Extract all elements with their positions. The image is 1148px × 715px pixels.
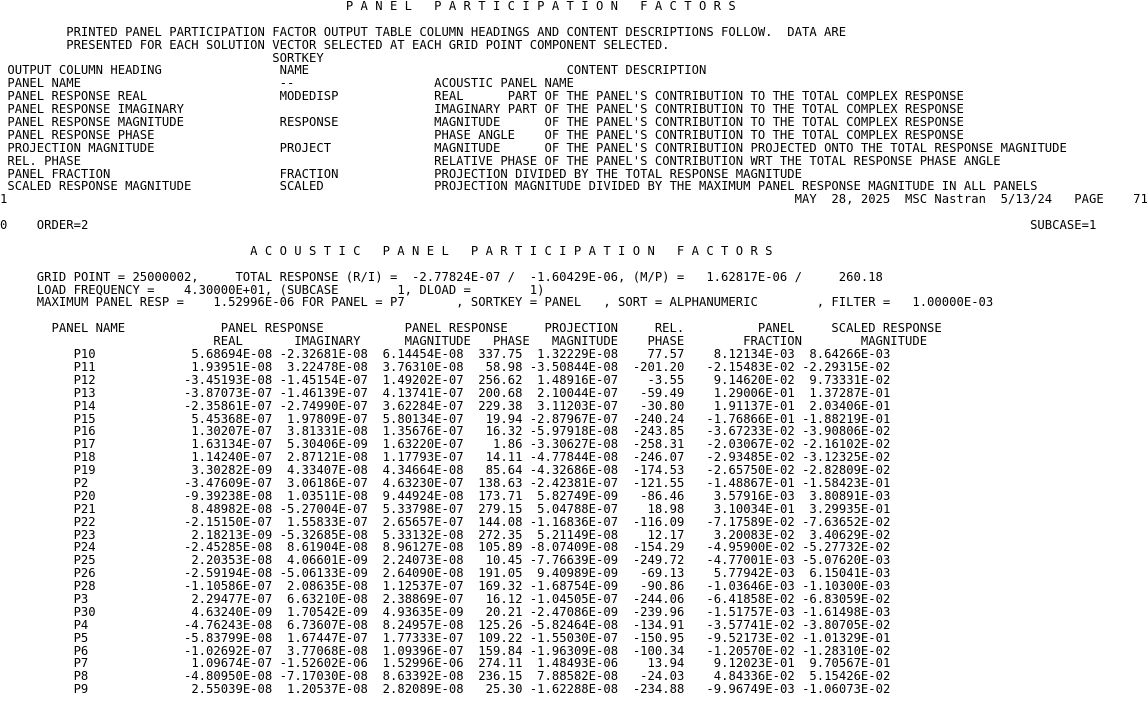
projection-magnitude: 1.32229E-08: [537, 347, 619, 362]
panel-name: P3: [73, 591, 89, 606]
panel-imaginary: 1.70542E-09: [286, 604, 368, 619]
scaled-response: -3.90806E-02: [802, 424, 891, 439]
scaled-response: -5.07620E-03: [802, 553, 891, 568]
panel-fraction: 4.84336E-02: [713, 669, 795, 684]
panel-phase: 236.15: [478, 669, 523, 684]
rel-phase: -174.53: [632, 463, 685, 478]
panel-magnitude: 6.14454E-08: [382, 347, 464, 362]
content-description: ACOUSTIC PANEL NAME: [434, 76, 574, 91]
panel-fraction: 5.77942E-03: [713, 566, 795, 581]
grid-point-info: GRID POINT = 25000002, TOTAL RESPONSE (R/I) = -2.77824E-07 / -1.60429E-06, (M/P) = 1.62817E-06 / 260.18: [36, 269, 883, 284]
run-date: MAY 28, 2025: [794, 192, 891, 207]
panel-fraction: 1.91137E-01: [713, 398, 795, 413]
panel-magnitude: 4.13741E-07: [382, 385, 464, 400]
panel-name: P10: [73, 347, 96, 362]
panel-magnitude: 8.24957E-08: [382, 617, 464, 632]
panel-imaginary: 1.03511E-08: [286, 488, 368, 503]
panel-magnitude: 1.35676E-07: [382, 424, 464, 439]
panel-real: -3.47609E-07: [183, 475, 273, 490]
panel-real: 1.09674E-07: [191, 656, 273, 671]
panel-phase: 14.11: [485, 450, 523, 465]
panel-imaginary: 4.33407E-08: [286, 463, 368, 478]
panel-name: P8: [73, 669, 89, 684]
projection-magnitude: -4.77844E-08: [529, 450, 619, 465]
rel-phase: -134.91: [632, 617, 685, 632]
page-number: 71: [1133, 192, 1148, 207]
panel-magnitude: 1.12537E-07: [382, 579, 464, 594]
panel-name: P26: [73, 566, 96, 581]
panel-real: 1.63134E-07: [191, 437, 273, 452]
panel-name: P12: [73, 372, 96, 387]
panel-phase: 272.35: [478, 527, 523, 542]
scaled-response: 3.29935E-01: [809, 501, 891, 516]
panel-name: P23: [73, 527, 96, 542]
panel-fraction: 1.29006E-01: [713, 385, 795, 400]
panel-real: 2.55039E-08: [191, 682, 273, 697]
rel-phase: -258.31: [632, 437, 685, 452]
panel-fraction: -1.03646E-03: [706, 579, 795, 594]
panel-imaginary: -7.17030E-08: [279, 669, 368, 684]
panel-name: P7: [73, 656, 89, 671]
panel-name: P25: [73, 553, 96, 568]
panel-imaginary: 6.63210E-08: [286, 591, 368, 606]
panel-phase: 16.32: [485, 424, 523, 439]
content-description: REAL PART OF THE PANEL'S CONTRIBUTION TO THE TOTAL COMPLEX RESPONSE: [434, 89, 964, 104]
panel-magnitude: 5.80134E-07: [382, 411, 464, 426]
info-line-3: [0, 296, 1148, 309]
panel-name: P6: [73, 643, 89, 658]
rel-phase: -121.55: [632, 475, 685, 490]
scaled-response: 9.70567E-01: [809, 656, 891, 671]
rel-phase: -30.80: [640, 398, 685, 413]
panel-imaginary: -5.06133E-09: [279, 566, 368, 581]
order-line: [0, 219, 1148, 232]
projection-magnitude: 5.04788E-07: [537, 501, 619, 516]
panel-phase: 105.89: [478, 540, 523, 555]
panel-real: -3.87073E-07: [183, 385, 273, 400]
projection-magnitude: -1.96309E-08: [529, 643, 619, 658]
panel-real: 2.29477E-07: [191, 591, 273, 606]
rel-phase: 12.17: [647, 527, 685, 542]
panel-real: -2.59194E-08: [183, 566, 273, 581]
content-description: MAGNITUDE OF THE PANEL'S CONTRIBUTION TO THE TOTAL COMPLEX RESPONSE: [434, 115, 964, 130]
panel-imaginary: 3.81331E-08: [286, 424, 368, 439]
panel-name: P9: [73, 682, 89, 697]
panel-magnitude: 2.82089E-08: [382, 682, 464, 697]
panel-imaginary: 1.97809E-07: [286, 411, 368, 426]
scaled-response: -3.12325E-02: [802, 450, 891, 465]
panel-phase: 1.86: [493, 437, 523, 452]
projection-magnitude: -2.42381E-07: [529, 475, 619, 490]
panel-imaginary: -5.32685E-08: [279, 527, 368, 542]
column-heading: PROJECTION MAGNITUDE: [7, 140, 155, 155]
panel-phase: 173.71: [478, 488, 523, 503]
scaled-response: 9.73331E-02: [809, 372, 891, 387]
carriage-control: 1: [0, 192, 8, 207]
panel-phase: 20.21: [485, 604, 523, 619]
panel-magnitude: 5.33132E-08: [382, 527, 464, 542]
panel-name: P22: [73, 514, 96, 529]
projection-magnitude: -1.55030E-07: [529, 630, 619, 645]
rel-phase: 13.94: [647, 656, 685, 671]
panel-magnitude: 1.49202E-07: [382, 372, 464, 387]
panel-name: P30: [73, 604, 96, 619]
projection-magnitude: -1.16836E-07: [529, 514, 619, 529]
scaled-response: -6.83059E-02: [802, 591, 891, 606]
panel-name: P14: [73, 398, 96, 413]
panel-imaginary: 3.22478E-08: [286, 359, 368, 374]
panel-imaginary: 2.08635E-08: [286, 579, 368, 594]
panel-name: P20: [73, 488, 96, 503]
panel-name: P2: [73, 475, 89, 490]
rel-phase: -249.72: [632, 553, 685, 568]
panel-real: 4.63240E-09: [191, 604, 273, 619]
panel-imaginary: 1.67447E-07: [286, 630, 368, 645]
projection-magnitude: 1.48493E-06: [537, 656, 619, 671]
panel-magnitude: 2.38869E-07: [382, 591, 464, 606]
column-name: RESPONSE: [279, 115, 339, 130]
projection-magnitude: -4.32686E-08: [529, 463, 619, 478]
scaled-response: -1.28310E-02: [802, 643, 891, 658]
projection-magnitude: -2.47086E-09: [529, 604, 619, 619]
panel-fraction: -4.77001E-03: [706, 553, 795, 568]
panel-real: 2.20353E-08: [191, 553, 273, 568]
panel-phase: 274.11: [478, 656, 523, 671]
projection-magnitude: -3.30627E-08: [529, 437, 619, 452]
rel-phase: -90.86: [640, 579, 685, 594]
panel-magnitude: 1.17793E-07: [382, 450, 464, 465]
panel-phase: 25.30: [485, 682, 523, 697]
panel-phase: 125.26: [478, 617, 523, 632]
column-name: PROJECT: [279, 140, 332, 155]
order-label: ORDER=2: [36, 218, 89, 233]
rel-phase: 18.98: [647, 501, 685, 516]
column-name: --: [279, 76, 295, 91]
rel-phase: -201.20: [632, 359, 685, 374]
panel-phase: 191.05: [478, 566, 523, 581]
panel-magnitude: 2.65657E-07: [382, 514, 464, 529]
subcase-label: SUBCASE=1: [1030, 218, 1097, 233]
panel-fraction: -2.15483E-02: [706, 359, 795, 374]
table-header-text-2: REAL IMAGINARY MAGNITUDE PHASE MAGNITUDE PHASE FRACTION MAGNITUDE: [29, 334, 928, 349]
panel-real: -2.15150E-07: [183, 514, 273, 529]
projection-magnitude: -1.04505E-07: [529, 591, 619, 606]
col-heading-label: OUTPUT COLUMN HEADING: [7, 63, 162, 78]
projection-magnitude: 5.82749E-09: [537, 488, 619, 503]
panel-name: P21: [73, 501, 96, 516]
section1-title-text: P A N E L P A R T I C I P A T I O N F A C T O R S: [345, 0, 736, 13]
rel-phase: 77.57: [647, 347, 685, 362]
panel-real: 8.48982E-08: [191, 501, 273, 516]
panel-magnitude: 4.93635E-09: [382, 604, 464, 619]
projection-magnitude: -5.82464E-08: [529, 617, 619, 632]
projection-magnitude: -1.62288E-08: [529, 682, 619, 697]
panel-magnitude: 1.52996E-06: [382, 656, 464, 671]
column-name: MODEDISP: [279, 89, 339, 104]
panel-phase: 279.15: [478, 501, 523, 516]
panel-imaginary: -1.45154E-07: [279, 372, 368, 387]
panel-real: -3.45193E-08: [183, 372, 273, 387]
scaled-response: -1.58423E-01: [802, 475, 891, 490]
panel-fraction: 3.20083E-02: [713, 527, 795, 542]
scaled-response: 1.37287E-01: [809, 385, 891, 400]
content-description: MAGNITUDE OF THE PANEL'S CONTRIBUTION PROJECTED ONTO THE TOTAL RESPONSE MAGNITUDE: [434, 140, 1067, 155]
panel-phase: 10.45: [485, 553, 523, 568]
rel-phase: -86.46: [640, 488, 685, 503]
panel-real: -4.80950E-08: [183, 669, 273, 684]
panel-imaginary: 3.06186E-07: [286, 475, 368, 490]
col-content-label: CONTENT DESCRIPTION: [566, 63, 707, 78]
column-heading: PANEL NAME: [7, 76, 81, 91]
panel-magnitude: 2.24073E-08: [382, 553, 464, 568]
panel-name: P17: [73, 437, 96, 452]
panel-phase: 169.32: [478, 579, 523, 594]
panel-name: P19: [73, 463, 96, 478]
panel-magnitude: 2.64090E-08: [382, 566, 464, 581]
panel-real: -2.45285E-08: [183, 540, 273, 555]
table-row: [0, 683, 1148, 696]
panel-fraction: -9.96749E-03: [706, 682, 795, 697]
column-name: SCALED: [279, 179, 324, 194]
panel-real: -5.83799E-08: [183, 630, 273, 645]
panel-name: P4: [73, 617, 89, 632]
scaled-response: -2.82809E-02: [802, 463, 891, 478]
panel-fraction: -1.76866E-01: [706, 411, 795, 426]
panel-imaginary: -1.52602E-06: [279, 656, 368, 671]
content-description: PHASE ANGLE OF THE PANEL'S CONTRIBUTION TO THE TOTAL COMPLEX RESPONSE: [434, 127, 964, 142]
panel-phase: 256.62: [478, 372, 523, 387]
panel-magnitude: 9.44924E-08: [382, 488, 464, 503]
panel-imaginary: 8.61904E-08: [286, 540, 368, 555]
scaled-response: 6.15041E-03: [809, 566, 891, 581]
panel-real: -1.02692E-07: [183, 643, 273, 658]
panel-fraction: 8.12134E-03: [713, 347, 795, 362]
rel-phase: -246.07: [632, 450, 685, 465]
column-name: FRACTION: [279, 166, 339, 181]
projection-magnitude: 5.21149E-08: [537, 527, 619, 542]
panel-fraction: 3.57916E-03: [713, 488, 795, 503]
panel-name: P16: [73, 424, 96, 439]
panel-imaginary: -1.46139E-07: [279, 385, 368, 400]
rel-phase: -24.03: [640, 669, 685, 684]
column-heading: PANEL RESPONSE REAL: [7, 89, 148, 104]
scaled-response: 3.80891E-03: [809, 488, 891, 503]
panel-real: 3.30282E-09: [191, 463, 273, 478]
scaled-response: 3.40629E-02: [809, 527, 891, 542]
panel-fraction: -1.20570E-02: [706, 643, 795, 658]
rel-phase: -3.55: [647, 372, 685, 387]
scaled-response: -1.01329E-01: [802, 630, 891, 645]
column-heading: SCALED RESPONSE MAGNITUDE: [7, 179, 192, 194]
scaled-response: -3.80705E-02: [802, 617, 891, 632]
panel-real: 1.14240E-07: [191, 450, 273, 465]
projection-magnitude: 3.11203E-07: [537, 398, 619, 413]
column-heading: PANEL FRACTION: [7, 166, 111, 181]
rel-phase: -116.09: [632, 514, 685, 529]
panel-phase: 200.68: [478, 385, 523, 400]
program-version: 5/13/24: [1000, 192, 1053, 207]
rel-phase: -244.06: [632, 591, 685, 606]
scaled-response: -7.63652E-02: [802, 514, 891, 529]
panel-name: P5: [73, 630, 89, 645]
panel-magnitude: 4.63230E-07: [382, 475, 464, 490]
rel-phase: -243.85: [632, 424, 685, 439]
carriage-control: 0: [0, 218, 8, 233]
panel-real: 1.30207E-07: [191, 424, 273, 439]
panel-magnitude: 1.09396E-07: [382, 643, 464, 658]
panel-real: -2.35861E-07: [183, 398, 273, 413]
panel-imaginary: 2.87121E-08: [286, 450, 368, 465]
panel-fraction: -9.52173E-02: [706, 630, 795, 645]
panel-phase: 144.08: [478, 514, 523, 529]
panel-phase: 337.75: [478, 347, 523, 362]
scaled-response: -1.06073E-02: [802, 682, 891, 697]
section2-title: [0, 245, 1148, 258]
projection-magnitude: 9.40989E-09: [537, 566, 619, 581]
projection-magnitude: 2.10044E-07: [537, 385, 619, 400]
rel-phase: -150.95: [632, 630, 685, 645]
rel-phase: -69.13: [640, 566, 685, 581]
max-panel-resp-info: MAXIMUM PANEL RESP = 1.52996E-06 FOR PANEL = P7 , SORTKEY = PANEL , SORT = ALPHANUMERIC , FILTER = 1.00000E-03: [36, 295, 994, 310]
panel-imaginary: 1.20537E-08: [286, 682, 368, 697]
scaled-response: 5.15426E-02: [809, 669, 891, 684]
panel-name: P13: [73, 385, 96, 400]
panel-magnitude: 3.76310E-08: [382, 359, 464, 374]
panel-magnitude: 1.63220E-07: [382, 437, 464, 452]
page-label: PAGE: [1074, 192, 1104, 207]
program-name: MSC Nastran: [905, 192, 986, 207]
panel-imaginary: -2.74990E-07: [279, 398, 368, 413]
panel-magnitude: 8.96127E-08: [382, 540, 464, 555]
panel-phase: 85.64: [485, 463, 523, 478]
intro-text-2: PRESENTED FOR EACH SOLUTION VECTOR SELECTED AT EACH GRID POINT COMPONENT SELECTED.: [66, 37, 670, 52]
col-name-label: NAME: [279, 63, 310, 78]
scaled-response: 8.64266E-03: [809, 347, 891, 362]
panel-real: -9.39238E-08: [183, 488, 273, 503]
panel-imaginary: 1.55833E-07: [286, 514, 368, 529]
scaled-response: -1.10300E-03: [802, 579, 891, 594]
panel-fraction: 9.14620E-02: [713, 372, 795, 387]
panel-fraction: -1.51757E-03: [706, 604, 795, 619]
panel-fraction: -3.67233E-02: [706, 424, 795, 439]
scaled-response: -2.16102E-02: [802, 437, 891, 452]
projection-magnitude: -8.07409E-08: [529, 540, 619, 555]
panel-imaginary: 4.06601E-09: [286, 553, 368, 568]
panel-phase: 19.94: [485, 411, 523, 426]
scaled-response: -2.29315E-02: [802, 359, 891, 374]
projection-magnitude: 7.88582E-08: [537, 669, 619, 684]
projection-magnitude: -5.97918E-08: [529, 424, 619, 439]
panel-phase: 58.98: [485, 359, 523, 374]
scaled-response: 2.03406E-01: [809, 398, 891, 413]
panel-phase: 138.63: [478, 475, 523, 490]
panel-fraction: -7.17589E-02: [706, 514, 795, 529]
panel-magnitude: 8.63392E-08: [382, 669, 464, 684]
content-description: PROJECTION DIVIDED BY THE TOTAL RESPONSE MAGNITUDE: [434, 166, 803, 181]
panel-magnitude: 3.62284E-07: [382, 398, 464, 413]
content-description: PROJECTION MAGNITUDE DIVIDED BY THE MAXIMUM PANEL RESPONSE MAGNITUDE IN ALL PANELS: [434, 179, 1038, 194]
panel-fraction: 3.10034E-01: [713, 501, 795, 516]
panel-phase: 159.84: [478, 643, 523, 658]
panel-real: 5.68694E-08: [191, 347, 273, 362]
section1-title: [0, 0, 1148, 13]
panel-real: 1.93951E-08: [191, 359, 273, 374]
rel-phase: -240.24: [632, 411, 685, 426]
table-header-text-1: PANEL NAME PANEL RESPONSE PANEL RESPONSE PROJECTION REL. PANEL SCALED RESPONSE: [29, 321, 942, 336]
rel-phase: -239.96: [632, 604, 685, 619]
panel-name: P28: [73, 579, 96, 594]
panel-magnitude: 1.77333E-07: [382, 630, 464, 645]
scaled-response: -1.88219E-01: [802, 411, 891, 426]
column-heading: REL. PHASE: [7, 153, 81, 168]
intro-text-1: PRINTED PANEL PARTICIPATION FACTOR OUTPUT TABLE COLUMN HEADINGS AND CONTENT DESCRIPTIONS FOLLOW. DATA ARE: [66, 24, 847, 39]
panel-real: -1.10586E-07: [183, 579, 273, 594]
column-heading: PANEL RESPONSE IMAGINARY: [7, 102, 184, 117]
panel-imaginary: 6.73607E-08: [286, 617, 368, 632]
panel-phase: 229.38: [478, 398, 523, 413]
rel-phase: -154.29: [632, 540, 685, 555]
rel-phase: -234.88: [632, 682, 685, 697]
panel-fraction: -2.65750E-02: [706, 463, 795, 478]
panel-name: P24: [73, 540, 96, 555]
projection-magnitude: -2.87967E-07: [529, 411, 619, 426]
rel-phase: -100.34: [632, 643, 685, 658]
panel-fraction: -1.48867E-01: [706, 475, 795, 490]
column-heading: PANEL RESPONSE PHASE: [7, 127, 155, 142]
page-header: [0, 193, 1148, 206]
panel-name: P18: [73, 450, 96, 465]
content-description: RELATIVE PHASE OF THE PANEL'S CONTRIBUTION WRT THE TOTAL RESPONSE PHASE ANGLE: [434, 153, 1001, 168]
section2-title-text: A C O U S T I C P A N E L P A R T I C I P A T I O N F A C T O R S: [250, 243, 773, 258]
panel-fraction: -4.95900E-02: [706, 540, 795, 555]
intro-line-2: [0, 39, 1148, 52]
panel-fraction: -3.57741E-02: [706, 617, 795, 632]
panel-magnitude: 4.34664E-08: [382, 463, 464, 478]
panel-phase: 16.12: [485, 591, 523, 606]
projection-magnitude: -1.68754E-09: [529, 579, 619, 594]
scaled-response: -5.27732E-02: [802, 540, 891, 555]
panel-name: P11: [73, 359, 96, 374]
load-frequency-info: LOAD FREQUENCY = 4.30000E+01, (SUBCASE 1, DLOAD = 1): [36, 282, 545, 297]
sortkey-label: SORTKEY: [272, 50, 324, 65]
panel-magnitude: 5.33798E-07: [382, 501, 464, 516]
panel-real: 5.45368E-07: [191, 411, 273, 426]
scaled-response: -1.61498E-03: [802, 604, 891, 619]
panel-fraction: -2.93485E-02: [706, 450, 795, 465]
panel-real: -4.76243E-08: [183, 617, 273, 632]
panel-fraction: -6.41858E-02: [706, 591, 795, 606]
projection-magnitude: 1.48916E-07: [537, 372, 619, 387]
panel-name: P15: [73, 411, 96, 426]
panel-imaginary: -2.32681E-08: [279, 347, 368, 362]
panel-imaginary: -5.27004E-07: [279, 501, 368, 516]
projection-magnitude: -3.50844E-08: [529, 359, 619, 374]
rel-phase: -59.49: [640, 385, 685, 400]
content-description: IMAGINARY PART OF THE PANEL'S CONTRIBUTION TO THE TOTAL COMPLEX RESPONSE: [434, 102, 964, 117]
panel-imaginary: 5.30406E-09: [286, 437, 368, 452]
panel-real: 2.18213E-09: [191, 527, 273, 542]
projection-magnitude: -7.76639E-09: [529, 553, 619, 568]
panel-fraction: 9.12023E-01: [713, 656, 795, 671]
panel-phase: 109.22: [478, 630, 523, 645]
panel-fraction: -2.03067E-02: [706, 437, 795, 452]
column-heading: PANEL RESPONSE MAGNITUDE: [7, 115, 184, 130]
panel-imaginary: 3.77068E-08: [286, 643, 368, 658]
